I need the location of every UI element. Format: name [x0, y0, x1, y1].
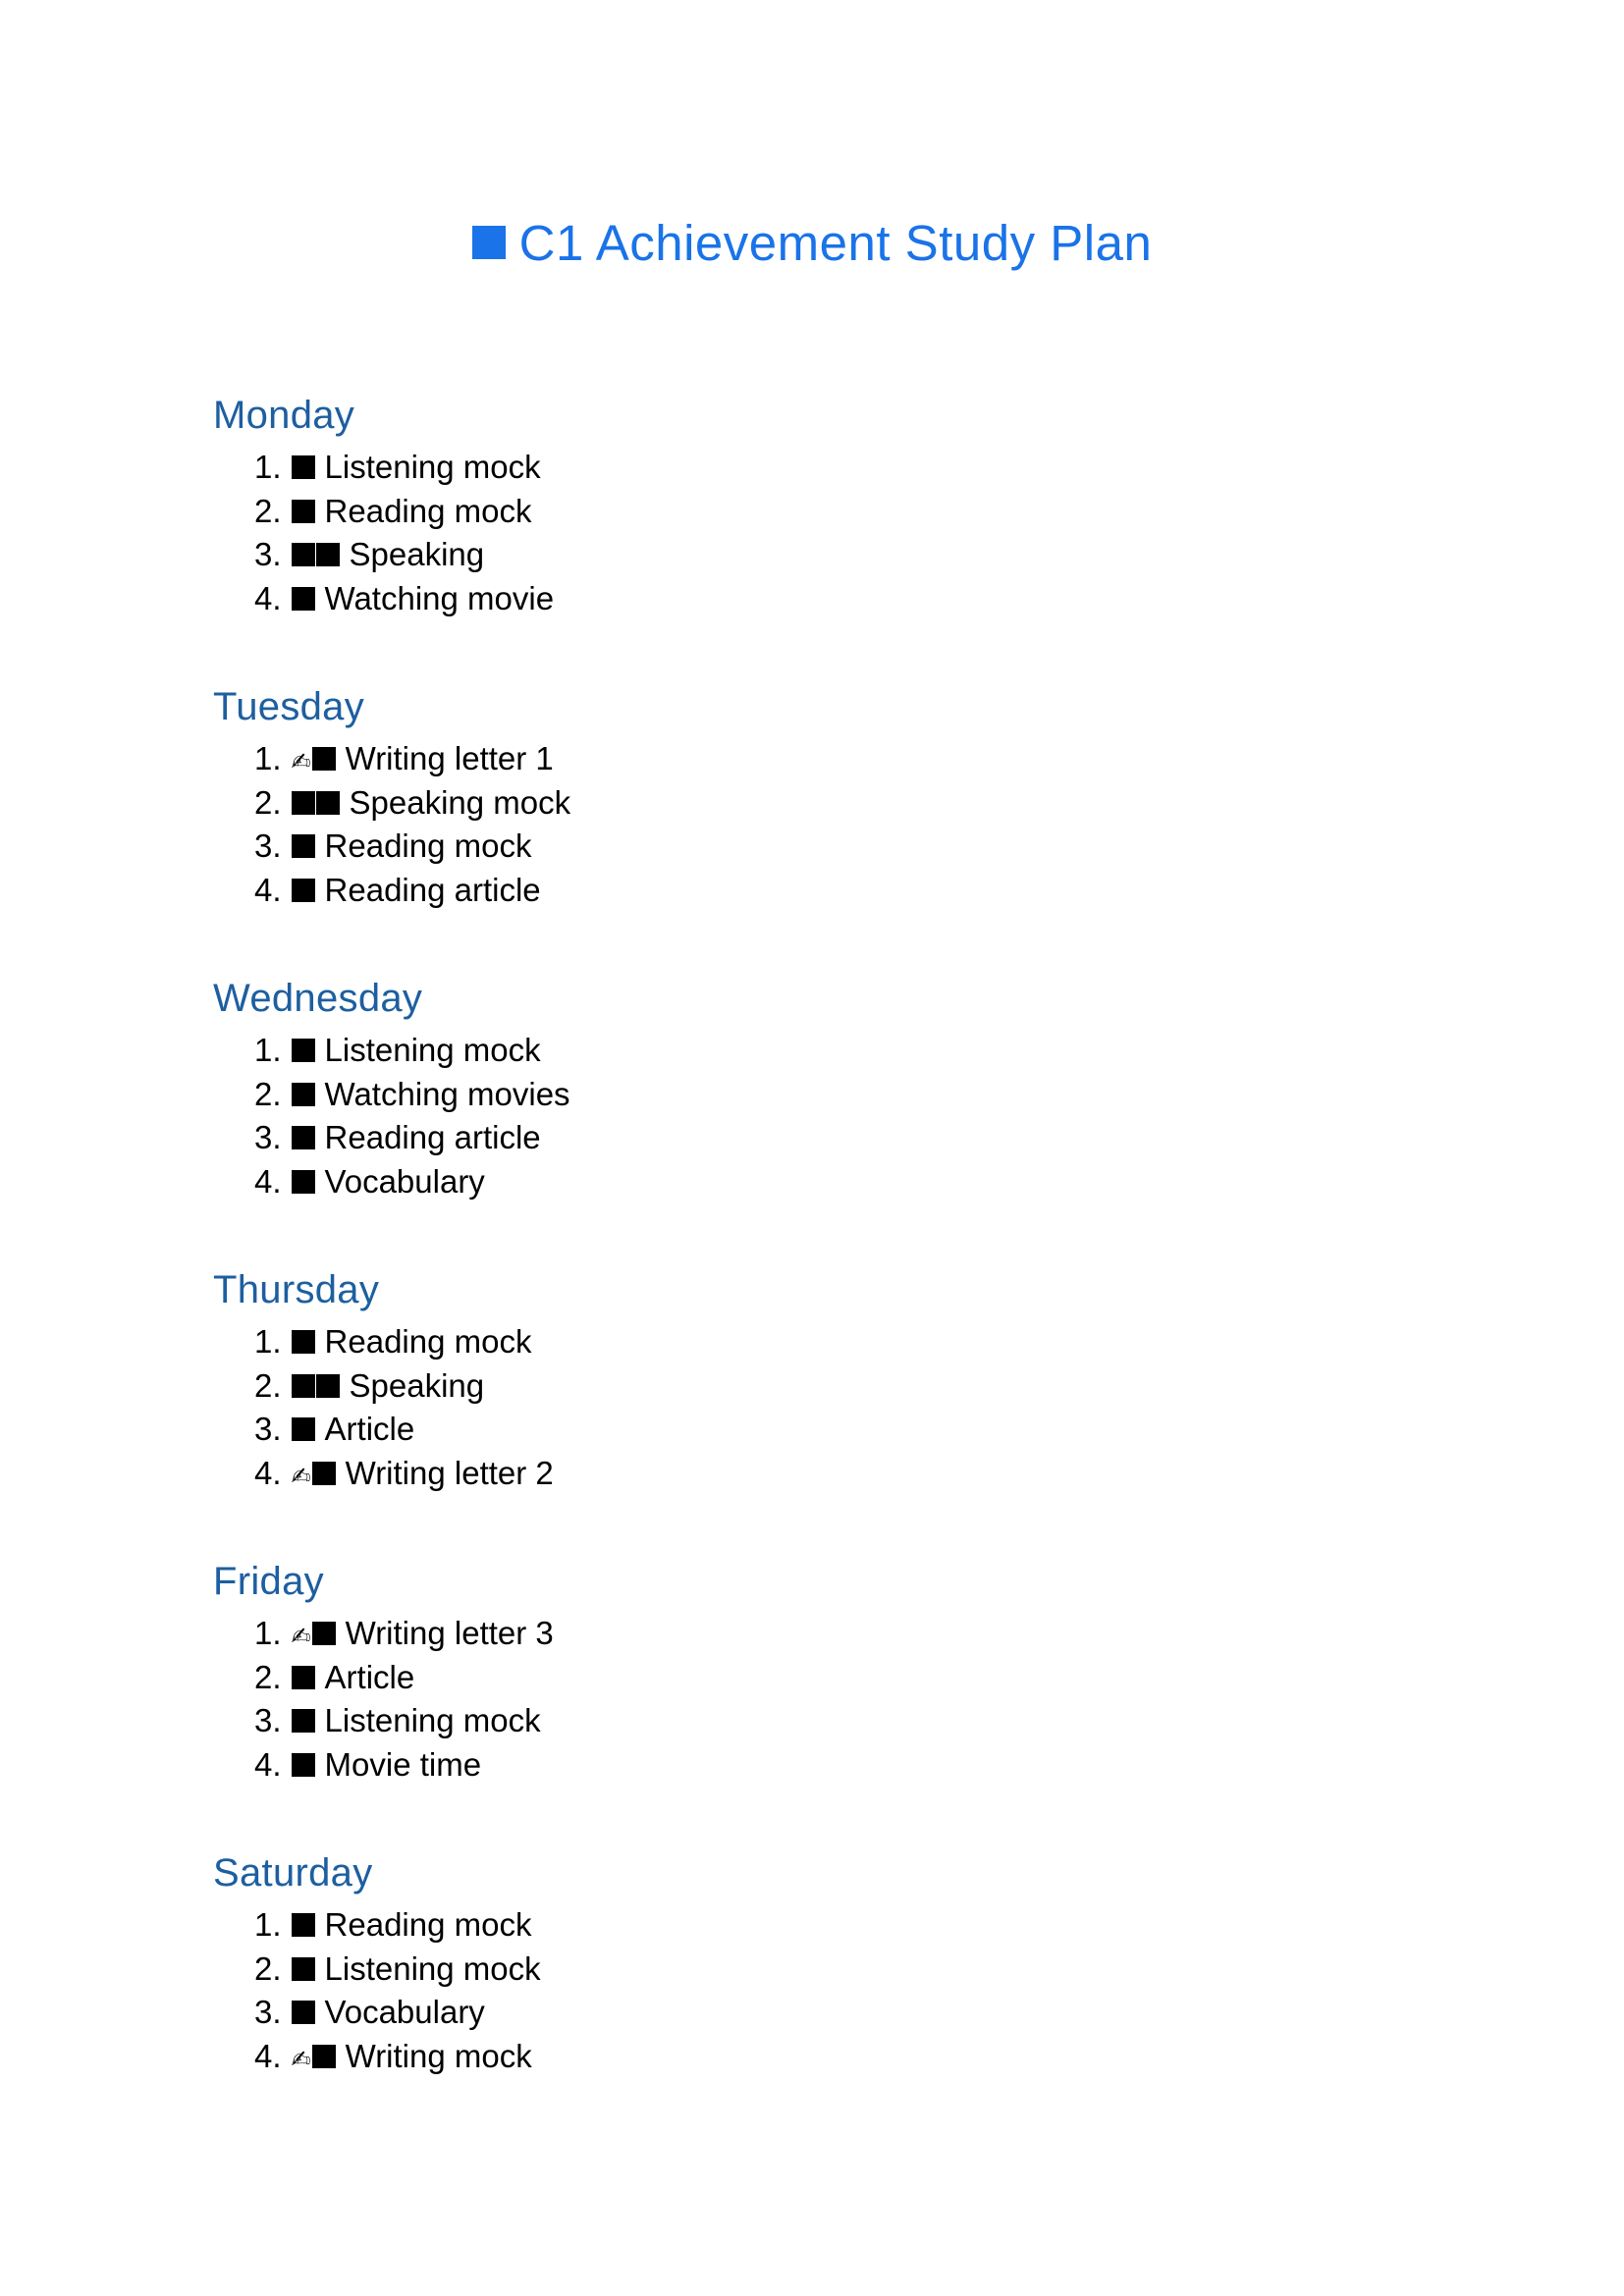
- day-heading: Saturday: [213, 1851, 373, 1895]
- task-number: 3.: [254, 1119, 282, 1155]
- task-item: [254, 577, 1391, 621]
- task-number: 2.: [254, 1949, 282, 1987]
- task-icons: [292, 1160, 315, 1204]
- black-square-icon: [292, 879, 315, 902]
- task-icons: [292, 1408, 315, 1452]
- task-label: Writing letter 1: [345, 740, 554, 776]
- task-item: [254, 781, 1391, 826]
- day-section-saturday: [213, 1848, 1391, 2140]
- task-item: [254, 533, 1391, 577]
- task-number: 1.: [254, 1615, 282, 1651]
- task-item: [254, 1116, 1391, 1160]
- task-item: [254, 1364, 1391, 1409]
- task-label: Writing mock: [345, 2037, 532, 2074]
- task-list: [213, 737, 1391, 912]
- task-item: [254, 1160, 1391, 1204]
- black-square-icon: [292, 1666, 315, 1689]
- task-item: [254, 1612, 1391, 1656]
- task-number: 2.: [254, 1366, 282, 1404]
- task-icons: [292, 869, 315, 913]
- task-number: 3.: [254, 1994, 282, 2030]
- task-icons: [292, 446, 315, 490]
- task-number: 4.: [254, 579, 282, 616]
- black-square-icon: [316, 791, 340, 815]
- writing-hand-icon: ✍: [291, 1462, 311, 1490]
- task-list: [213, 1029, 1391, 1203]
- task-item: [254, 2035, 1391, 2079]
- task-label: Watching movies: [324, 1075, 570, 1112]
- task-list: [213, 1612, 1391, 1787]
- task-item: [254, 446, 1391, 490]
- black-square-icon: [292, 2001, 315, 2024]
- black-square-icon: [292, 543, 315, 566]
- task-item: [254, 1656, 1391, 1700]
- task-icons: [292, 825, 315, 869]
- task-icons: [292, 1320, 315, 1364]
- task-icons: [292, 577, 315, 621]
- task-list: [213, 446, 1391, 620]
- task-number: 1.: [254, 1323, 282, 1360]
- task-item: [254, 737, 1391, 781]
- task-item: [254, 869, 1391, 913]
- task-item: [254, 825, 1391, 869]
- day-section-wednesday: [213, 974, 1391, 1265]
- black-square-icon: [292, 834, 315, 858]
- task-label: Movie time: [324, 1745, 482, 1783]
- day-section-thursday: [213, 1265, 1391, 1557]
- task-label: Watching movie: [324, 579, 555, 616]
- task-number: 2.: [254, 492, 282, 529]
- day-section-monday: [213, 391, 1391, 682]
- day-section-tuesday: [213, 682, 1391, 974]
- task-label: Speaking mock: [349, 783, 571, 821]
- black-square-icon: [292, 1039, 315, 1062]
- task-label: Reading mock: [324, 828, 532, 864]
- task-number: 1.: [254, 1032, 282, 1068]
- task-list: [213, 1320, 1391, 1495]
- task-icons: [292, 1073, 315, 1117]
- day-section-friday: [213, 1557, 1391, 1848]
- task-label: Reading mock: [324, 1906, 532, 1943]
- task-item: [254, 1452, 1391, 1496]
- task-number: 4.: [254, 871, 282, 908]
- day-heading: Wednesday: [213, 977, 423, 1020]
- task-icons: [292, 1699, 315, 1743]
- page-title: [0, 214, 1624, 273]
- black-square-icon: [292, 1374, 315, 1398]
- writing-hand-icon: ✍: [291, 748, 311, 775]
- task-item: [254, 1991, 1391, 2035]
- black-square-icon: [292, 1170, 315, 1194]
- blue-square-icon: [472, 226, 506, 259]
- black-square-icon: [292, 1957, 315, 1981]
- task-number: 1.: [254, 1906, 282, 1943]
- black-square-icon: [292, 1126, 315, 1149]
- task-number: 4.: [254, 2037, 282, 2074]
- task-label: Speaking: [349, 536, 485, 572]
- task-item: [254, 1743, 1391, 1788]
- task-number: 3.: [254, 1411, 282, 1447]
- task-number: 2.: [254, 1075, 282, 1112]
- black-square-icon: [292, 1709, 315, 1733]
- page-title-text: C1 Achievement Study Plan: [518, 215, 1153, 271]
- task-item: [254, 1073, 1391, 1117]
- task-number: 3.: [254, 536, 282, 572]
- day-heading: Monday: [213, 394, 355, 437]
- black-square-icon: [316, 543, 340, 566]
- task-label: Listening mock: [324, 449, 541, 485]
- black-square-icon: [292, 1083, 315, 1106]
- black-square-icon: [312, 1462, 336, 1485]
- task-item: [254, 490, 1391, 534]
- black-square-icon: [292, 587, 315, 611]
- task-number: 1.: [254, 449, 282, 485]
- task-icons: [292, 1116, 315, 1160]
- task-icons: [292, 1948, 315, 1992]
- black-square-icon: [292, 455, 315, 479]
- task-icons: [292, 490, 315, 534]
- black-square-icon: [312, 747, 336, 771]
- task-label: Reading mock: [324, 492, 532, 529]
- black-square-icon: [292, 1913, 315, 1937]
- task-item: [254, 1408, 1391, 1452]
- task-number: 2.: [254, 1658, 282, 1695]
- task-icons: [292, 1029, 315, 1073]
- task-label: Writing letter 3: [345, 1615, 554, 1651]
- black-square-icon: [312, 1622, 336, 1645]
- task-label: Writing letter 2: [345, 1454, 554, 1491]
- black-square-icon: [292, 791, 315, 815]
- task-label: Vocabulary: [324, 1162, 485, 1200]
- task-icons: [292, 1743, 315, 1788]
- task-icons: [292, 533, 340, 577]
- task-number: 1.: [254, 740, 282, 776]
- black-square-icon: [292, 1417, 315, 1441]
- task-item: [254, 1948, 1391, 1992]
- task-icons: [292, 737, 336, 781]
- task-item: [254, 1320, 1391, 1364]
- task-label: Listening mock: [324, 1949, 541, 1987]
- day-heading: Tuesday: [213, 685, 365, 728]
- task-number: 2.: [254, 783, 282, 821]
- task-icons: [292, 1991, 315, 2035]
- task-label: Reading mock: [324, 1323, 532, 1360]
- task-label: Listening mock: [324, 1702, 541, 1738]
- black-square-icon: [312, 2045, 336, 2068]
- task-item: [254, 1903, 1391, 1948]
- day-heading: Friday: [213, 1560, 324, 1603]
- task-label: Reading article: [324, 871, 541, 908]
- task-label: Vocabulary: [324, 1994, 485, 2030]
- black-square-icon: [292, 1330, 315, 1354]
- task-number: 3.: [254, 828, 282, 864]
- task-number: 4.: [254, 1162, 282, 1200]
- black-square-icon: [316, 1374, 340, 1398]
- task-item: [254, 1699, 1391, 1743]
- task-icons: [292, 1612, 336, 1656]
- writing-hand-icon: ✍: [291, 1623, 311, 1650]
- task-list: [213, 1903, 1391, 2078]
- writing-hand-icon: ✍: [291, 2045, 311, 2073]
- task-icons: [292, 1656, 315, 1700]
- task-icons: [292, 781, 340, 826]
- task-number: 4.: [254, 1454, 282, 1491]
- black-square-icon: [292, 1753, 315, 1777]
- day-heading: Thursday: [213, 1268, 380, 1311]
- task-label: Article: [324, 1658, 415, 1695]
- task-label: Speaking: [349, 1366, 485, 1404]
- task-icons: [292, 1903, 315, 1948]
- task-number: 4.: [254, 1745, 282, 1783]
- black-square-icon: [292, 500, 315, 523]
- task-item: [254, 1029, 1391, 1073]
- task-number: 3.: [254, 1702, 282, 1738]
- weekly-schedule: [213, 391, 1391, 2140]
- task-label: Reading article: [324, 1119, 541, 1155]
- task-label: Article: [324, 1411, 415, 1447]
- task-icons: [292, 2035, 336, 2079]
- task-icons: [292, 1364, 340, 1409]
- task-icons: [292, 1452, 336, 1496]
- task-label: Listening mock: [324, 1032, 541, 1068]
